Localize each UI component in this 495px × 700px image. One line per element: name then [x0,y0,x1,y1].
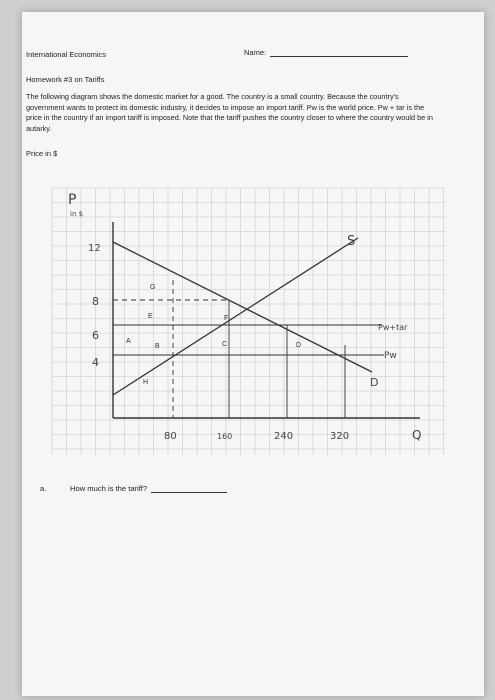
area-label-g: G [150,284,156,291]
y-tick-label: 8 [92,295,99,308]
y-tick-label: 4 [92,356,99,369]
area-label-h: H [143,379,149,386]
area-label-b: B [155,343,160,350]
intro-paragraph: The following diagram shows the domestic market for a good. The country is a small country. Because the country's government wants to protect its domestic industry, it decides to impose an import tariff. Pw is the world price. Pw + tar is the price in the country if an import tariff is imposed. Note that the tariff pushes the country closer to where the country would be in autarky. [26,92,433,133]
demand-curve [113,242,372,372]
y-tick-label: 12 [88,243,101,254]
area-label-d: D [296,342,302,349]
x-tick-label: 240 [274,431,294,442]
y-axis-sublabel: in $ [70,210,84,218]
homework-title: Homework #3 on Tariffs [26,75,105,84]
y-axis-label: P [68,192,77,208]
answer-blank-line[interactable] [151,484,227,493]
demand-label: D [370,376,379,389]
area-label-e: E [148,313,153,320]
x-tick-label: 80 [164,431,177,442]
pw-tar-label: Pw+tar [378,323,408,332]
question-letter: a. [40,484,47,493]
area-label-a: A [126,338,131,345]
question-text: How much is the tariff? [70,484,148,493]
area-label-c: C [222,341,228,348]
question-a [40,484,227,493]
x-axis-label: Q [412,428,422,442]
y-tick-label: 6 [92,329,99,342]
supply-label: S [347,234,356,249]
x-tick-label: 160 [217,432,233,441]
course-title: International Economics [26,50,107,59]
name-label: Name: [244,48,267,57]
pw-label: Pw [384,351,397,361]
area-label-f: F [224,315,229,322]
x-tick-label: 320 [330,431,350,442]
graph-paper-grid [52,188,445,455]
price-label: Price in $ [26,149,58,158]
